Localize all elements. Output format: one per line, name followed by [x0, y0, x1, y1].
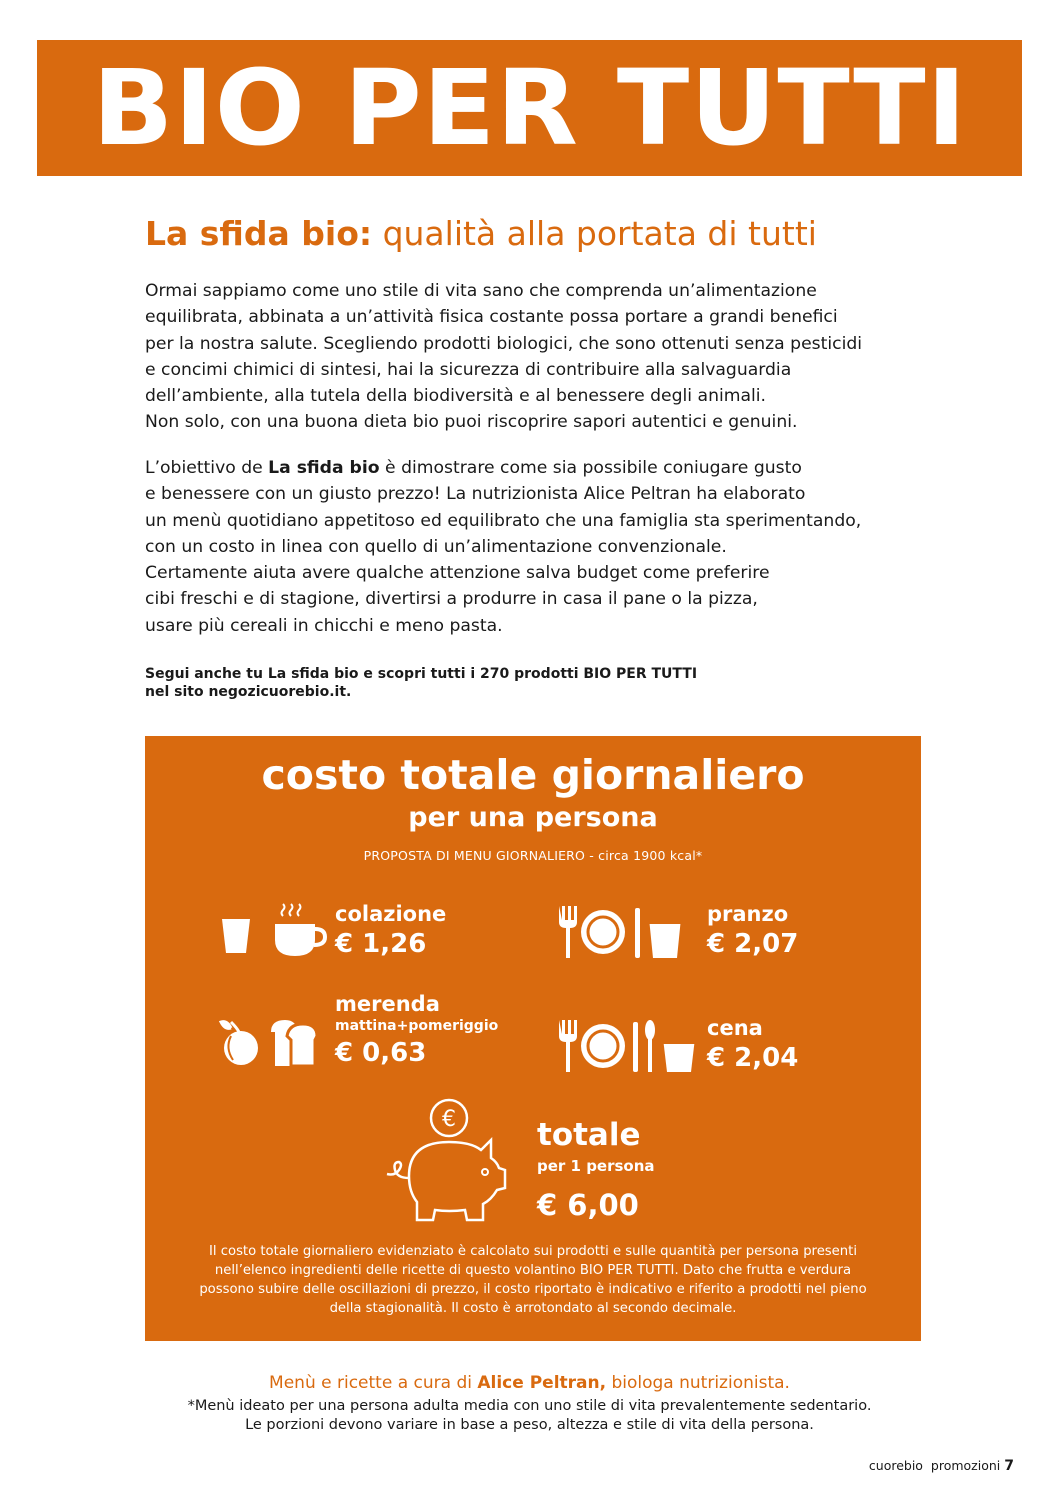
footer-brand: cuorebio promozioni: [868, 1458, 1001, 1473]
page-number: 7: [1004, 1458, 1014, 1474]
total-label: totale: [537, 1117, 641, 1153]
text-line: un menù quotidiano appetitoso ed equilibrato che una famiglia sta sperimentando,: [145, 510, 862, 531]
author-credit: [0, 1373, 1059, 1393]
total-price: € 6,00: [537, 1188, 639, 1222]
text-line: con un costo in linea con quello di un’alimentazione convenzionale.: [145, 536, 727, 557]
section-title-bold: La sfida bio:: [145, 214, 373, 253]
text-line: possono subire delle oscillazioni di prezzo, il costo riportato è indicativo e riferito a prodotti nel pieno: [199, 1282, 867, 1297]
meal-price: € 2,04: [707, 1043, 799, 1073]
text-run: biologa nutrizionista.: [606, 1373, 790, 1393]
text-line: Certamente aiuta avere qualche attenzione salva budget come preferire: [145, 563, 770, 584]
text-line: [145, 455, 935, 481]
text-line: usare più cereali in chicchi e meno pasta.: [145, 615, 503, 636]
text-run-bold: La sfida bio: [268, 458, 380, 478]
text-line: della stagionalità. Il costo è arrotondato al secondo decimale.: [329, 1301, 737, 1316]
bread-icon: [269, 1018, 321, 1068]
page-footer: [869, 1458, 1014, 1474]
coffee-cup-icon: [273, 902, 327, 958]
text-line: Segui anche tu La sfida bio e scopri tutti i 270 prodotti BIO PER TUTTI: [145, 666, 698, 682]
text-line: Le porzioni devono variare in base a peso, altezza e stile di vita della persona.: [245, 1417, 814, 1433]
disclaimer: [0, 1397, 1059, 1435]
text-run: Menù e ricette a cura di: [269, 1373, 478, 1393]
header-banner: [37, 40, 1022, 176]
piggy-bank-icon: [385, 1096, 515, 1226]
text-line: Ormai sappiamo come uno stile di vita sano che comprenda un’alimentazione: [145, 281, 817, 301]
euro-glyph: €: [442, 1107, 456, 1132]
text-line: per la nostra salute. Scegliendo prodotti biologici, che sono ottenuti senza pesticidi: [145, 333, 863, 354]
text-line: *Menù ideato per una persona adulta media con uno stile di vita prevalentemente sedentario.: [187, 1398, 872, 1414]
fruit-icon: [217, 1018, 263, 1066]
text-line: cibi freschi e di stagione, divertirsi a produrre in casa il pane o la pizza,: [145, 589, 758, 610]
text-line: nell’elenco ingredienti delle ricette di questo volantino BIO PER TUTTI. Dato che frutta e verdura: [214, 1263, 852, 1278]
cost-panel: [145, 736, 921, 1341]
cost-title: costo totale giornaliero: [261, 751, 805, 799]
section-title: [145, 216, 935, 252]
meal-colazione: [335, 904, 446, 957]
intro-paragraph-2: [145, 455, 935, 639]
text-line: equilibrata, abbinata a un’attività fisica costante possa portare a grandi benefici: [145, 307, 838, 328]
text-line: Non solo, con una buona dieta bio puoi riscoprire sapori autentici e genuini.: [145, 412, 798, 433]
menu-note: PROPOSTA DI MENU GIORNALIERO - circa 1900 kcal*: [363, 848, 703, 863]
meal-price: € 2,07: [707, 929, 799, 959]
section-title-rest: qualità alla portata di tutti: [372, 214, 817, 253]
glass-icon: [221, 918, 251, 954]
text-line: e benessere con un giusto prezzo! La nutrizionista Alice Peltran ha elaborato: [145, 484, 806, 505]
fork-plate-spoon-glass-icon: [557, 1018, 699, 1074]
meal-merenda: [335, 994, 498, 1066]
text-line: Il costo totale giornaliero evidenziato è calcolato sui prodotti e sulle quantità per persona presenti: [209, 1244, 857, 1259]
meal-pranzo: [707, 904, 798, 957]
fork-plate-glass-icon: [557, 904, 683, 960]
intro-paragraph-1: [145, 278, 935, 436]
total-sublabel: per 1 persona: [537, 1157, 655, 1175]
page-title: BIO PER TUTTI: [92, 47, 967, 169]
meal-price: € 0,63: [335, 1038, 427, 1068]
meal-price: € 1,26: [335, 929, 427, 959]
text-run: è dimostrare come sia possibile coniugare gusto: [379, 458, 802, 478]
text-run: L’obiettivo de: [145, 458, 269, 478]
cost-footnote: [155, 1242, 911, 1318]
text-line: nel sito negozicuorebio.it.: [145, 684, 352, 700]
meal-label: colazione: [335, 902, 447, 926]
meal-sublabel: mattina+pomeriggio: [335, 1018, 499, 1034]
call-to-action: [145, 665, 935, 701]
meal-totale: [537, 1117, 655, 1222]
text-line: dell’ambiente, alla tutela della biodiversità e al benessere degli animali.: [145, 386, 767, 407]
text-line: e concimi chimici di sintesi, hai la sicurezza di contribuire alla salvaguardia: [145, 359, 792, 380]
meal-label: merenda: [335, 992, 440, 1016]
meal-label: pranzo: [707, 902, 789, 926]
meal-label: cena: [707, 1016, 763, 1040]
meal-cena: [707, 1018, 798, 1071]
cost-subtitle: per una persona: [408, 802, 658, 833]
author-name: Alice Peltran,: [477, 1373, 607, 1393]
